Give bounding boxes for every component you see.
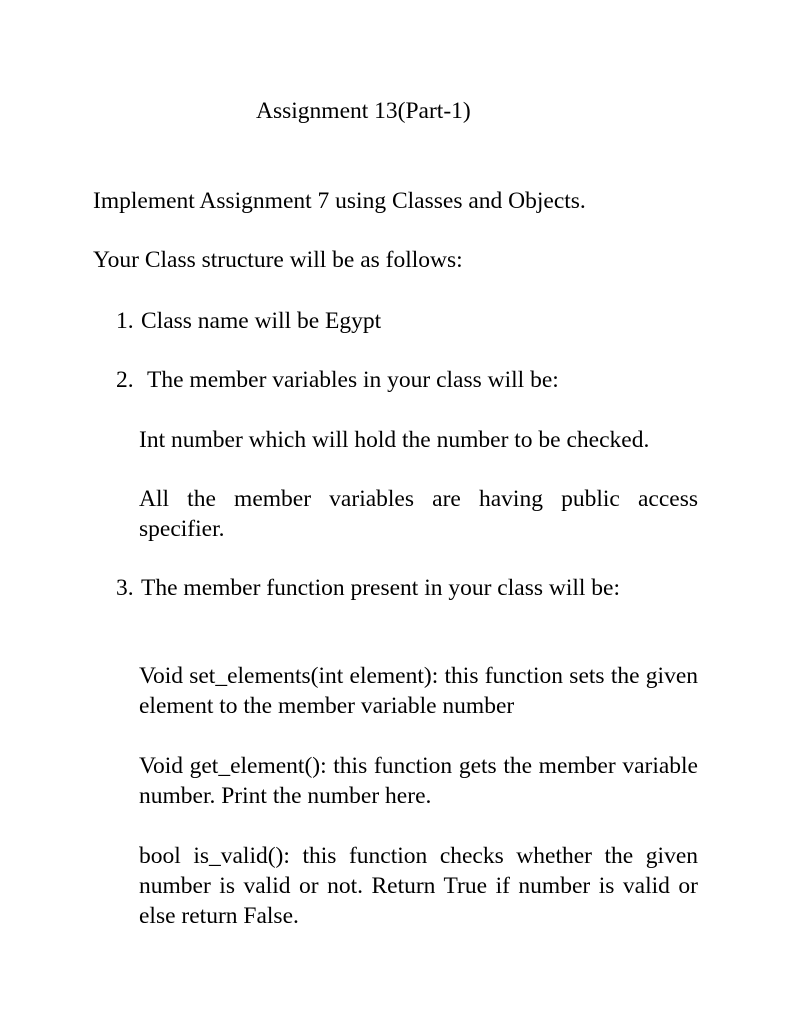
member-variable-number: Int number which will hold the number to be checked. [139,427,650,453]
list-item-text: The member variables in your class will be: [147,367,559,393]
list-item-member-functions [116,573,620,603]
member-variable-access: All the member variables are having public access specifier. [139,486,698,542]
list-item-text: Class name will be Egypt [141,308,382,334]
intro-structure: Your Class structure will be as follows: [93,247,463,273]
function-is-valid: bool is_valid(): this function checks whether the given number is valid or not. Return True if number is valid or else return False. [139,843,698,929]
function-set-elements: Void set_elements(int element): this function sets the given element to the member variable number [139,663,698,719]
list-item-number: 3. [116,575,134,601]
list-item-member-variables [116,365,559,395]
list-item-text: The member function present in your class will be: [141,575,621,601]
list-item-number: 1. [116,308,134,334]
list-item-number: 2. [116,367,134,393]
intro-instruction: Implement Assignment 7 using Classes and Objects. [93,188,586,214]
function-get-element: Void get_element(): this function gets the member variable number. Print the number here. [139,753,698,809]
document-title: Assignment 13(Part-1) [256,98,471,124]
list-item-class-name [116,306,381,336]
